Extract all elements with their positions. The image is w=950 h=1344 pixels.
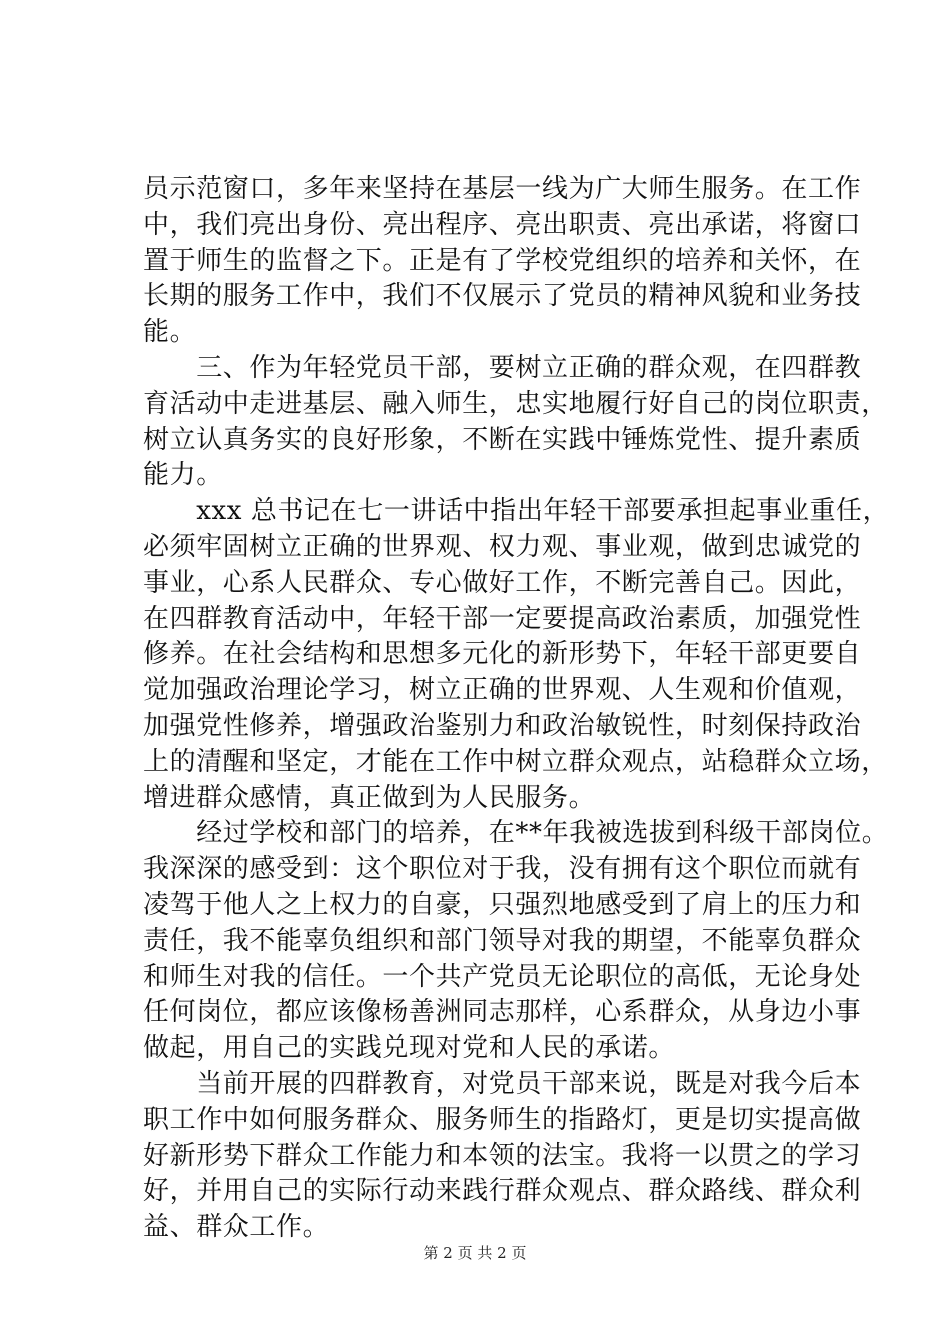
document-body <box>143 172 890 1246</box>
text-line: 事业，心系人民群众、专心做好工作，不断完善自己。因此， <box>143 567 862 598</box>
text-line: 益、群众工作。 <box>143 1212 330 1243</box>
text-line: 责任，我不能辜负组织和部门领导对我的期望，不能辜负群众 <box>143 925 862 956</box>
text-line: 中，我们亮出身份、亮出程序、亮出职责、亮出承诺，将窗口 <box>143 209 862 240</box>
text-line: 加强党性修养，增强政治鉴别力和政治敏锐性，时刻保持政治 <box>143 710 862 741</box>
text-line: 经过学校和部门的培养，在**年我被选拔到科级干部岗位。 <box>143 818 889 849</box>
paragraph <box>143 1067 862 1246</box>
text-line: 做起，用自己的实践兑现对党和人民的承诺。 <box>143 1033 676 1064</box>
text-line: 增进群众感情，真正做到为人民服务。 <box>143 782 596 813</box>
text-line: 长期的服务工作中，我们不仅展示了党员的精神风貌和业务技 <box>143 281 862 312</box>
page-number-label: 第 2 页 共 2 页 <box>423 1244 527 1262</box>
text-line: 任何岗位，都应该像杨善洲同志那样，心系群众，从身边小事 <box>143 997 862 1028</box>
text-line: xxx 总书记在七一讲话中指出年轻干部要承担起事业重任， <box>143 496 890 527</box>
paragraph <box>143 494 890 816</box>
text-line: 三、作为年轻党员干部，要树立正确的群众观，在四群教 <box>143 352 862 383</box>
text-line: 上的清醒和坚定，才能在工作中树立群众观点，站稳群众立场， <box>143 746 888 777</box>
text-line: 能。 <box>143 317 197 348</box>
text-line: 我深深的感受到：这个职位对于我，没有拥有这个职位而就有 <box>143 854 862 885</box>
text-line: 必须牢固树立正确的世界观、权力观、事业观，做到忠诚党的 <box>143 531 862 562</box>
text-line: 凌驾于他人之上权力的自豪，只强烈地感受到了肩上的压力和 <box>143 889 862 920</box>
text-line: 好，并用自己的实际行动来践行群众观点、群众路线、群众利 <box>143 1176 862 1207</box>
text-line: 能力。 <box>143 460 223 491</box>
text-line: 在四群教育活动中，年轻干部一定要提高政治素质，加强党性 <box>143 603 862 634</box>
paragraph <box>143 172 862 351</box>
text-line: 员示范窗口，多年来坚持在基层一线为广大师生服务。在工作 <box>143 174 862 204</box>
text-line: 职工作中如何服务群众、服务师生的指路灯，更是切实提高做 <box>143 1104 862 1135</box>
text-line: 育活动中走进基层、融入师生，忠实地履行好自己的岗位职责， <box>143 388 888 419</box>
paragraph <box>143 351 888 494</box>
text-line: 当前开展的四群教育，对党员干部来说，既是对我今后本 <box>143 1068 862 1099</box>
text-line: 修养。在社会结构和思想多元化的新形势下，年轻干部更要自 <box>143 639 862 670</box>
text-line: 觉加强政治理论学习，树立正确的世界观、人生观和价值观， <box>143 675 862 706</box>
text-line: 置于师生的监督之下。正是有了学校党组织的培养和关怀，在 <box>143 245 862 276</box>
page-footer <box>0 1243 950 1263</box>
text-line: 和师生对我的信任。一个共产党员无论职位的高低，无论身处 <box>143 961 862 992</box>
text-line: 树立认真务实的良好形象，不断在实践中锤炼党性、提升素质 <box>143 424 862 455</box>
text-line: 好新形势下群众工作能力和本领的法宝。我将一以贯之的学习 <box>143 1140 862 1171</box>
paragraph <box>143 816 889 1067</box>
